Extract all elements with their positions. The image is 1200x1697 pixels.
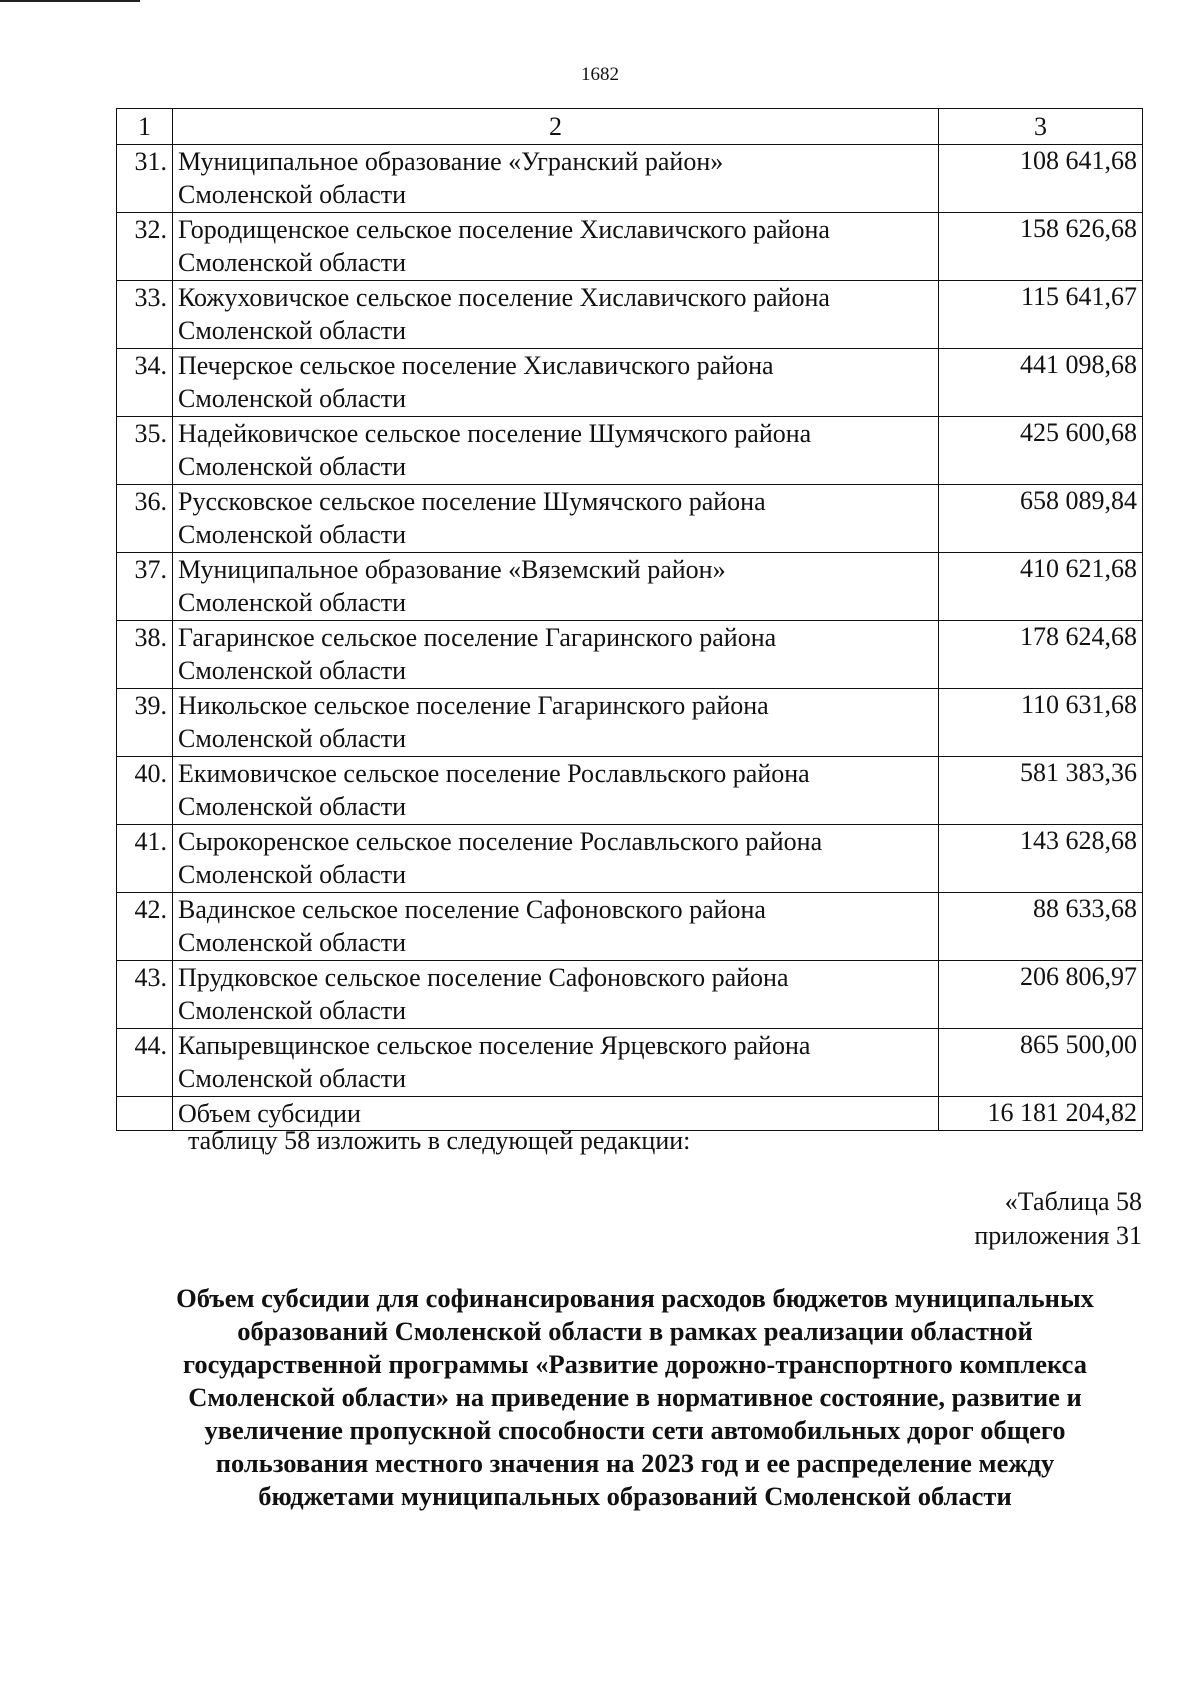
table-row [117, 417, 1143, 485]
municipality-name [173, 553, 939, 621]
scan-corner-mark [0, 0, 140, 2]
subsidy-amount: 441 098,68 [939, 349, 1143, 417]
table-row [117, 825, 1143, 893]
municipality-name-line-2: Смоленской области [178, 180, 407, 209]
municipality-name-line-2: Смоленской области [178, 248, 407, 277]
municipality-name-line-2: Смоленской области [178, 724, 407, 753]
row-number: 41. [117, 825, 173, 893]
subsidy-amount: 206 806,97 [939, 961, 1143, 1029]
row-number: 33. [117, 281, 173, 349]
table-row [117, 1029, 1143, 1097]
table-row [117, 485, 1143, 553]
municipality-name [173, 417, 939, 485]
municipality-name [173, 349, 939, 417]
municipality-name-line-1: Сырокоренское сельское поселение Рославльского района [178, 827, 823, 856]
municipality-name [173, 281, 939, 349]
table-row [117, 893, 1143, 961]
municipality-name-line-1: Надейковичское сельское поселение Шумячского района [178, 419, 812, 448]
page-number: 1682 [581, 64, 619, 85]
heading-line: бюджетами муниципальных образований Смоленской области [258, 1481, 1012, 1511]
municipality-name-line-1: Кожуховичское сельское поселение Хиславичского района [178, 283, 830, 312]
table-reference-line-2: приложения 31 [974, 1221, 1142, 1250]
subsidy-amount: 658 089,84 [939, 485, 1143, 553]
municipality-name-line-1: Екимовичское сельское поселение Рославльского района [178, 759, 810, 788]
municipality-name-line-2: Смоленской области [178, 996, 407, 1025]
table-row [117, 349, 1143, 417]
table-row [117, 961, 1143, 1029]
municipality-name-line-1: Никольское сельское поселение Гагаринского района [178, 691, 769, 720]
municipality-name-line-2: Смоленской области [178, 656, 407, 685]
municipality-name-line-1: Капыревщинское сельское поселение Ярцевского района [178, 1031, 811, 1060]
municipality-name-line-1: Печерское сельское поселение Хиславичского района [178, 351, 774, 380]
municipality-name [173, 621, 939, 689]
header-col-2: 2 [173, 109, 939, 145]
heading-line: Объем субсидии для софинансирования расходов бюджетов муниципальных [176, 1283, 1094, 1313]
municipality-name-line-2: Смоленской области [178, 792, 407, 821]
municipality-name-line-1: Городищенское сельское поселение Хиславичского района [178, 215, 830, 244]
heading-line: государственной программы «Развитие дорожно-транспортного комплекса [183, 1349, 1087, 1379]
subsidy-amount: 158 626,68 [939, 213, 1143, 281]
table-row [117, 757, 1143, 825]
total-number-cell [117, 1097, 173, 1131]
row-number: 36. [117, 485, 173, 553]
row-number: 32. [117, 213, 173, 281]
municipality-name [173, 1029, 939, 1097]
municipality-name-line-1: Муниципальное образование «Угранский район» [178, 147, 724, 176]
municipality-name-line-2: Смоленской области [178, 860, 407, 889]
table-row [117, 621, 1143, 689]
municipality-name-line-2: Смоленской области [178, 588, 407, 617]
subsidy-amount: 581 383,36 [939, 757, 1143, 825]
row-number: 43. [117, 961, 173, 1029]
municipality-name-line-1: Вадинское сельское поселение Сафоновского района [178, 895, 766, 924]
table-row [117, 281, 1143, 349]
municipality-name-line-2: Смоленской области [178, 452, 407, 481]
subsidy-amount: 115 641,67 [939, 281, 1143, 349]
municipality-name-line-1: Гагаринское сельское поселение Гагаринского района [178, 623, 777, 652]
row-number: 39. [117, 689, 173, 757]
municipality-name [173, 213, 939, 281]
municipality-name-line-1: Муниципальное образование «Вяземский район» [178, 555, 726, 584]
municipality-name-line-2: Смоленской области [178, 1064, 407, 1093]
table-58-heading [120, 1282, 1150, 1513]
table-header-row [117, 109, 1143, 145]
subsidy-amount: 143 628,68 [939, 825, 1143, 893]
municipality-name [173, 825, 939, 893]
municipality-name-line-2: Смоленской области [178, 928, 407, 957]
municipality-name [173, 893, 939, 961]
row-number: 37. [117, 553, 173, 621]
header-col-3: 3 [939, 109, 1143, 145]
heading-line: Смоленской области» на приведение в нормативное состояние, развитие и [188, 1382, 1082, 1412]
heading-line: увеличение пропускной способности сети автомобильных дорог общего [204, 1415, 1066, 1445]
municipality-name [173, 145, 939, 213]
heading-line: образований Смоленской области в рамках реализации областной [237, 1316, 1033, 1346]
municipality-name [173, 689, 939, 757]
municipality-name-line-1: Прудковское сельское поселение Сафоновского района [178, 963, 789, 992]
subsidy-amount: 178 624,68 [939, 621, 1143, 689]
row-number: 38. [117, 621, 173, 689]
subsidy-amount: 110 631,68 [939, 689, 1143, 757]
total-amount: 16 181 204,82 [939, 1097, 1143, 1131]
subsidy-amount: 108 641,68 [939, 145, 1143, 213]
subsidy-amount: 425 600,68 [939, 417, 1143, 485]
heading-line: пользования местного значения на 2023 год и ее распределение между [215, 1448, 1055, 1478]
header-col-1: 1 [117, 109, 173, 145]
municipality-name [173, 757, 939, 825]
table-row [117, 553, 1143, 621]
table-reference-line-1: «Таблица 58 [1004, 1187, 1142, 1216]
municipality-name-line-2: Смоленской области [178, 316, 407, 345]
row-number: 35. [117, 417, 173, 485]
table-row [117, 213, 1143, 281]
subsidy-table [116, 108, 1143, 1131]
subsidy-amount: 410 621,68 [939, 553, 1143, 621]
table-row [117, 145, 1143, 213]
row-number: 34. [117, 349, 173, 417]
subsidy-amount: 865 500,00 [939, 1029, 1143, 1097]
subsidy-amount: 88 633,68 [939, 893, 1143, 961]
municipality-name [173, 961, 939, 1029]
row-number: 44. [117, 1029, 173, 1097]
instruction-text: таблицу 58 изложить в следующей редакции: [188, 1126, 691, 1155]
table-reference [974, 1185, 1142, 1253]
row-number: 40. [117, 757, 173, 825]
municipality-name-line-2: Смоленской области [178, 520, 407, 549]
municipality-name-line-2: Смоленской области [178, 384, 407, 413]
municipality-name [173, 485, 939, 553]
row-number: 42. [117, 893, 173, 961]
row-number: 31. [117, 145, 173, 213]
total-label: Объем субсидии [173, 1097, 939, 1131]
municipality-name-line-1: Руссковское сельское поселение Шумячского района [178, 487, 766, 516]
table-row [117, 689, 1143, 757]
